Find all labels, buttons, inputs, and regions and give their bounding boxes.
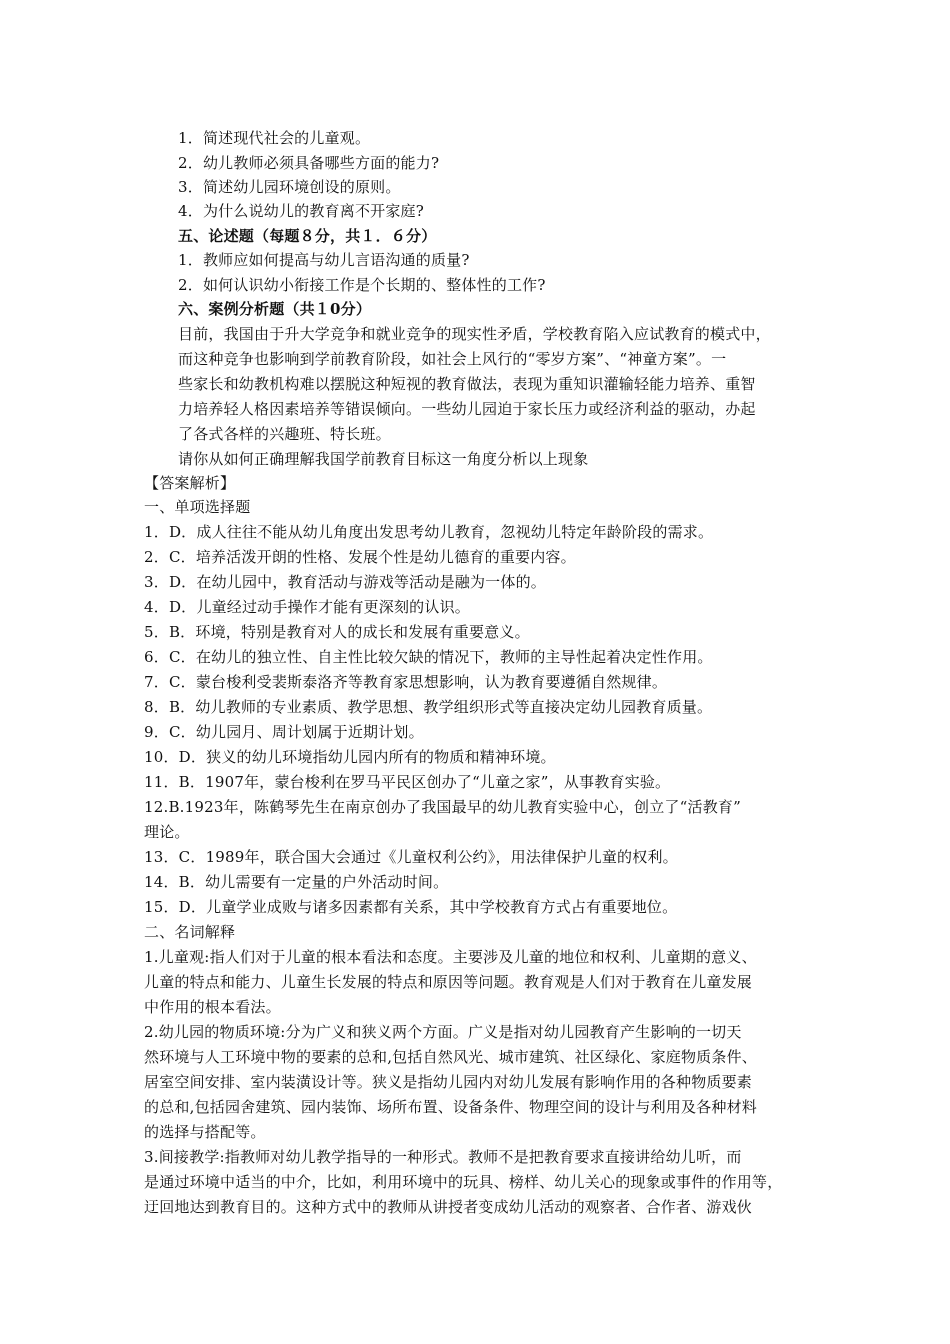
answers-part2-title: 二、名词解释 — [144, 923, 236, 941]
case-paragraph-line-5: 了各式各样的兴趣班、特长班。 — [178, 425, 391, 443]
case-paragraph-line-2: 而这种竞争也影响到学前教育阶段，如社会上风行的“零岁方案”、“神童方案”。一 — [178, 350, 727, 368]
answer-line: 3．D．在幼儿园中，教育活动与游戏等活动是融为一体的。 — [144, 573, 546, 591]
answer-line: 7．C．蒙台梭利受裴斯泰洛齐等教育家思想影响，认为教育要遵循自然规律。 — [144, 673, 668, 691]
definition-line: 1.儿童观:指人们对于儿童的根本看法和态度。主要涉及儿童的地位和权利、儿童期的意义、 — [144, 948, 757, 966]
essay-question-4: 4．为什么说幼儿的教育离不开家庭? — [178, 202, 424, 220]
answer-line: 15．D．儿童学业成败与诸多因素都有关系，其中学校教育方式占有重要地位。 — [144, 898, 678, 916]
answer-line: 4．D．儿童经过动手操作才能有更深刻的认识。 — [144, 598, 470, 616]
definition-line: 的选择与搭配等。 — [144, 1123, 266, 1141]
essay-question-2: 2．幼儿教师必须具备哪些方面的能力? — [178, 154, 440, 172]
answer-line: 10．D．狭义的幼儿环境指幼儿园内所有的物质和精神环境。 — [144, 748, 556, 766]
answer-line: 5．B．环境，特别是教育对人的成长和发展有重要意义。 — [144, 623, 530, 641]
case-paragraph-line-3: 些家长和幼教机构难以摆脱这种短视的教育做法，表现为重知识灌输轻能力培养、重智 — [178, 375, 756, 393]
answer-line: 11．B．1907年，蒙台梭利在罗马平民区创办了“儿童之家”，从事教育实验。 — [144, 773, 671, 791]
answer-line: 13．C．1989年，联合国大会通过《儿童权利公约》，用法律保护儿童的权利。 — [144, 848, 678, 866]
answer-line: 1．D．成人往往不能从幼儿角度出发思考幼儿教育，忽视幼儿特定年龄阶段的需求。 — [144, 523, 714, 541]
essay-question-3: 3．简述幼儿园环境创设的原则。 — [178, 178, 401, 196]
definition-line: 迂回地达到教育目的。这种方式中的教师从讲授者变成幼儿活动的观察者、合作者、游戏伙 — [144, 1198, 753, 1216]
case-paragraph-line-4: 力培养轻人格因素培养等错误倾向。一些幼儿园迫于家长压力或经济利益的驱动，办起 — [178, 400, 756, 418]
answer-line: 8．B．幼儿教师的专业素质、教学思想、教学组织形式等直接决定幼儿园教育质量。 — [144, 698, 713, 716]
section6-heading: 六、案例分析题（共１0分） — [178, 300, 372, 318]
definition-line: 居室空间安排、室内装潢设计等。狭义是指幼儿园内对幼儿发展有影响作用的各种物质要素 — [144, 1073, 753, 1091]
case-paragraph-line-1: 目前，我国由于升大学竞争和就业竞争的现实性矛盾，学校教育陷入应试教育的模式中， — [178, 325, 771, 343]
section5-question-1: 1．教师应如何提高与幼儿言语沟通的质量? — [178, 251, 470, 269]
answers-heading: 【答案解析】 — [144, 474, 236, 492]
definition-line: 2.幼儿园的物质环境:分为广义和狭义两个方面。广义是指对幼儿园教育产生影响的一切天 — [144, 1023, 742, 1041]
answer-line: 9．C．幼儿园月、周计划属于近期计划。 — [144, 723, 424, 741]
answer-line: 理论。 — [144, 823, 190, 841]
section5-question-2: 2．如何认识幼小衔接工作是个长期的、整体性的工作? — [178, 276, 546, 294]
answer-line: 12.B.1923年，陈鹤琴先生在南京创办了我国最早的幼儿教育实验中心，创立了“活教育” — [144, 798, 741, 816]
definition-line: 是通过环境中适当的中介，比如，利用环境中的玩具、榜样、幼儿关心的现象或事件的作用等， — [144, 1173, 783, 1191]
definition-line: 然环境与人工环境中物的要素的总和,包括自然风光、城市建筑、社区绿化、家庭物质条件、 — [144, 1048, 757, 1066]
answer-line: 2．C．培养活泼开朗的性格、发展个性是幼儿德育的重要内容。 — [144, 548, 576, 566]
definition-line: 中作用的根本看法。 — [144, 998, 281, 1016]
answer-line: 6．C．在幼儿的独立性、自主性比较欠缺的情况下，教师的主导性起着决定性作用。 — [144, 648, 713, 666]
answers-part1-title: 一、单项选择题 — [144, 498, 251, 516]
case-prompt: 请你从如何正确理解我国学前教育目标这一角度分析以上现象 — [178, 450, 589, 468]
definition-line: 的总和,包括园舍建筑、园内装饰、场所布置、设备条件、物理空间的设计与利用及各种材料 — [144, 1098, 757, 1116]
answer-line: 14．B．幼儿需要有一定量的户外活动时间。 — [144, 873, 449, 891]
essay-question-1: 1．简述现代社会的儿童观。 — [178, 129, 371, 147]
section5-heading: 五、论述题（每题８分，共１．６分） — [178, 227, 437, 245]
definition-line: 儿童的特点和能力、儿童生长发展的特点和原因等问题。教育观是人们对于教育在儿童发展 — [144, 973, 753, 991]
definition-line: 3.间接教学:指教师对幼儿教学指导的一种形式。教师不是把教育要求直接讲给幼儿听，而 — [144, 1148, 742, 1166]
